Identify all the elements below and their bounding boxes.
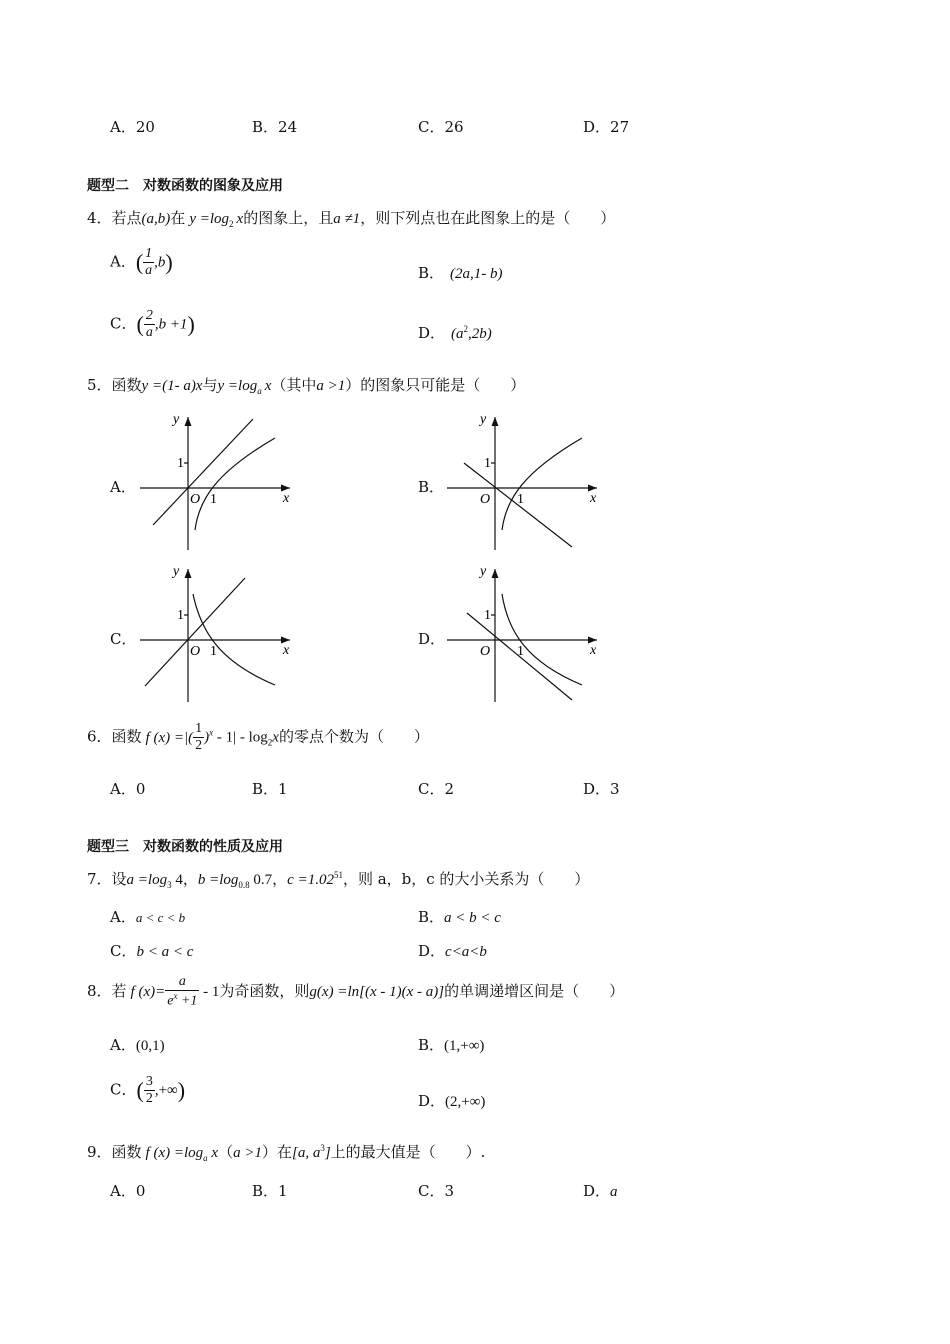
question-6-option-b: B．1 [252, 780, 288, 798]
q3-option-b: B．24 [252, 118, 298, 136]
q3-option-d: D．27 [583, 118, 630, 136]
graph-b [442, 405, 607, 555]
question-5-option-d-label: D． [418, 630, 446, 648]
question-7-option-c: C．b < a < c [110, 942, 194, 960]
question-9-option-b: B．1 [252, 1182, 288, 1200]
svg-text:x: x [590, 643, 597, 658]
x-tick-1: 1 [210, 492, 217, 507]
section-heading-2: 题型二 对数函数的图象及应用 [87, 178, 283, 194]
question-4-stem: 4．若点(a,b)在 $y =\log_2$ x的图象上，且a ≠1，则下列点也在此图象上的是（ ） [87, 209, 616, 229]
question-7-stem: 7．设$a =\log_3$ 4，$b =\log_{0.8}$ 0.7，$c =1.02^{51}$，则 a，b，c 的大小关系为（ ） [87, 870, 590, 890]
q3-option-a: A．20 [110, 118, 155, 136]
question-4-option-d: D． $(a^2,2b)$ [418, 324, 492, 342]
svg-text:O: O [190, 644, 201, 659]
svg-text:1: 1 [484, 608, 491, 623]
svg-text:1: 1 [517, 492, 524, 507]
question-9-stem: 9．函数 f $(x) =\log_a$ x（a >1）在[a, $a^3$]上的最大值是（ ）. [87, 1143, 486, 1163]
question-8-option-d: D．(2,+∞) [418, 1092, 486, 1110]
svg-text:1: 1 [484, 456, 491, 471]
svg-text:O: O [480, 644, 491, 659]
svg-text:1: 1 [210, 644, 217, 659]
svg-text:x: x [283, 643, 290, 658]
question-6-stem: 6．函数 f (x) =|( $\frac{1}{2}$ )$^x - 1| - \log_2x$的零点个数为（ ） [87, 721, 429, 754]
question-5-option-b-label: B． [418, 478, 445, 496]
question-8-option-a: A．(0,1) [110, 1036, 165, 1054]
question-7-option-d: D．c<a<b [418, 942, 487, 960]
question-5-option-c-label: C． [110, 630, 137, 648]
graph-c [135, 557, 300, 707]
question-5-stem: 5．函数y =(1- a)x与$y =\log_a$ x（其中a >1）的图象只可能是（ ） [87, 376, 526, 396]
question-9-option-c: C．3 [418, 1182, 455, 1200]
question-5-option-a-label: A． [110, 478, 136, 496]
graph-d [442, 557, 607, 707]
svg-text:O: O [480, 492, 491, 507]
svg-text:y: y [173, 564, 180, 579]
question-6-option-c: C．2 [418, 780, 455, 798]
question-9-option-d: D．a [583, 1182, 618, 1200]
question-6-option-a: A．0 [110, 780, 146, 798]
svg-text:y: y [480, 564, 487, 579]
question-4-option-a: A．( $\frac{1}{a}$ ,b) [110, 246, 173, 279]
log-curve [195, 438, 275, 530]
graph-a [135, 405, 300, 555]
question-7-option-b: B．a < b < c [418, 908, 501, 926]
svg-text:x: x [590, 491, 597, 506]
origin-label: O [190, 492, 201, 507]
question-8-option-c: C．( $\frac{3}{2}$ ,+∞) [110, 1074, 186, 1107]
y-tick-1: 1 [177, 456, 184, 471]
line-y-eq-x [153, 419, 253, 525]
question-8-option-b: B．(1,+∞) [418, 1036, 485, 1054]
question-7-option-a: A．a < c < b [110, 908, 186, 926]
log-curve [502, 438, 582, 530]
svg-text:1: 1 [177, 608, 184, 623]
question-4-option-c: C．( $\frac{2}{a}$ ,b +1) [110, 308, 195, 341]
line-y-eq-x [145, 578, 245, 686]
question-6-option-d: D．3 [583, 780, 620, 798]
question-4-option-b: B． (2a,1- b) [418, 264, 503, 282]
question-8-stem: 8．若 f (x)= $\frac{a}{e^x +1}$ - 1为奇函数，则g(x) =ln[(x - 1)(x - a)]的单调递增区间是（ ） [87, 974, 625, 1009]
q3-option-c: C．26 [418, 118, 464, 136]
question-9-option-a: A．0 [110, 1182, 146, 1200]
svg-text:y: y [480, 412, 487, 427]
x-label: x [283, 491, 290, 506]
svg-text:1: 1 [517, 644, 524, 659]
y-label: y [173, 412, 180, 427]
section-heading-3: 题型三 对数函数的性质及应用 [87, 839, 283, 855]
